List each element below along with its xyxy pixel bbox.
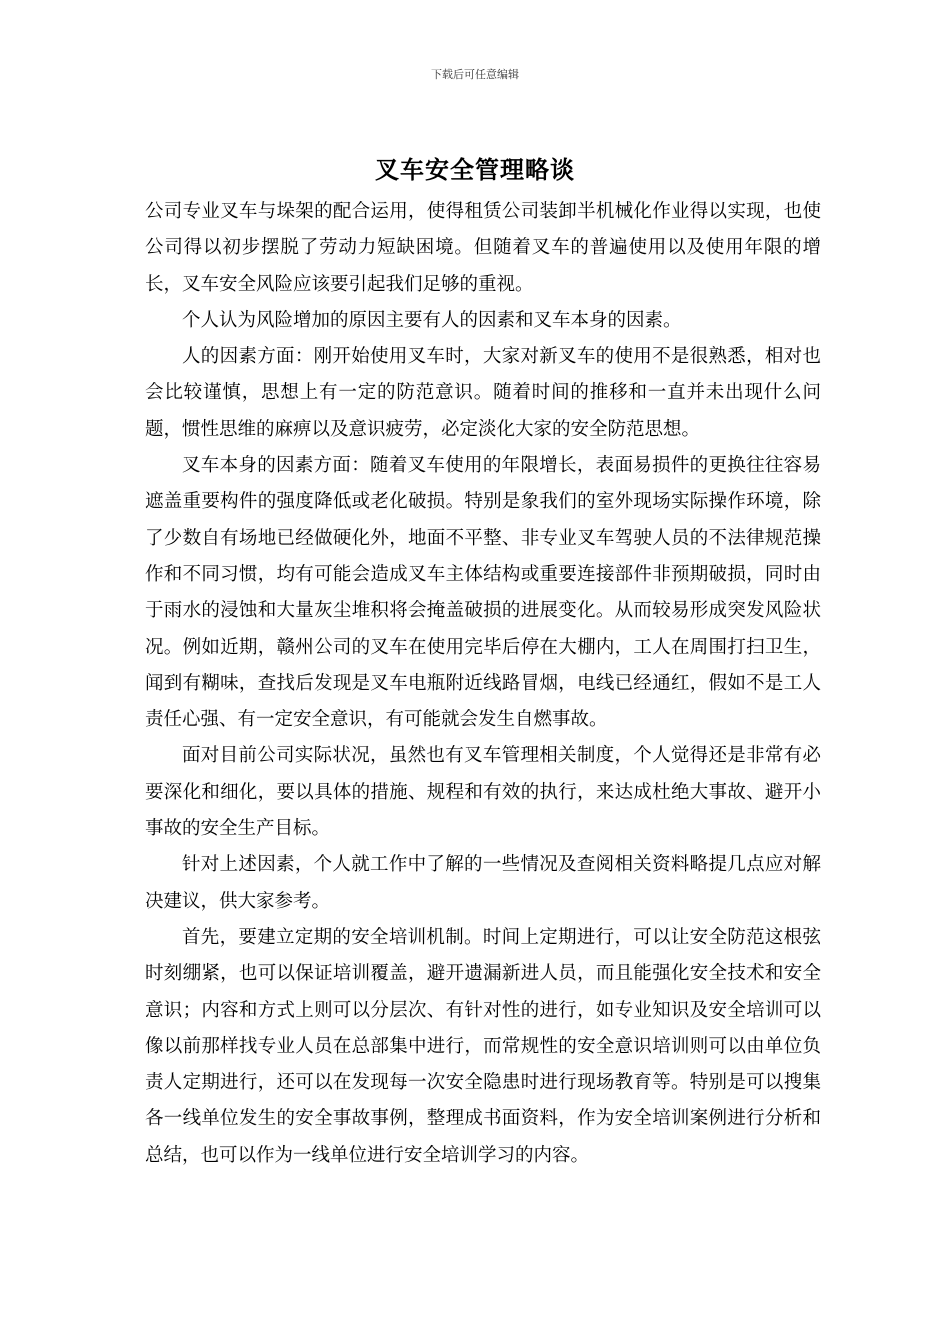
paragraph: 针对上述因素，个人就工作中了解的一些情况及查阅相关资料略提几点应对解决建议，供大家参考。 — [145, 854, 821, 912]
paragraph: 面对目前公司实际状况，虽然也有叉车管理相关制度，个人觉得还是非常有必要深化和细化，要以具体的措施、规程和有效的执行，来达成杜绝大事故、避开小事故的安全生产目标。 — [145, 745, 821, 840]
document-title: 叉车安全管理略谈 — [375, 155, 575, 184]
paragraph: 人的因素方面：刚开始使用叉车时，大家对新叉车的使用不是很熟悉，相对也会比较谨慎，思想上有一定的防范意识。随着时间的推移和一直并未出现什么问题，惯性思维的麻痹以及意识疲劳，必定淡化大家的安全防范思想。 — [145, 346, 821, 440]
paragraph: 个人认为风险增加的原因主要有人的因素和叉车本身的因素。 — [182, 309, 682, 331]
document-body — [145, 194, 821, 1174]
paragraph: 首先，要建立定期的安全培训机制。时间上定期进行，可以让安全防范这根弦时刻绷紧，也可以保证培训覆盖，避开遗漏新进人员，而且能强化安全技术和安全意识；内容和方式上则可以分层次、有针对性的进行，如专业知识及安全培训可以像以前那样找专业人员在总部集中进行，而常规性的安全意识培训则可以由单位负责人定期进行，还可以在发现每一次安全隐患时进行现场教育等。特别是可以搜集各一线单位发生的安全事故事例，整理成书面资料，作为安全培训案例进行分析和总结，也可以作为一线单位进行安全培训学习的内容。 — [145, 926, 821, 1166]
paragraph: 公司专业叉车与垛架的配合运用，使得租赁公司装卸半机械化作业得以实现，也使公司得以初步摆脱了劳动力短缺困境。但随着叉车的普遍使用以及使用年限的增长，叉车安全风险应该要引起我们足够的重视。 — [145, 201, 821, 295]
header-note: 下载后可任意编辑 — [431, 68, 519, 81]
paragraph: 叉车本身的因素方面：随着叉车使用的年限增长，表面易损件的更换往往容易遮盖重要构件的强度降低或老化破损。特别是象我们的室外现场实际操作环境，除了少数自有场地已经做硬化外，地面不平整、非专业叉车驾驶人员的不法律规范操作和不同习惯，均有可能会造成叉车主体结构或重要连接部件非预期破损，同时由于雨水的浸蚀和大量灰尘堆积将会掩盖破损的进展变化。从而较易形成突发风险状况。例如近期，赣州公司的叉车在使用完毕后停在大棚内，工人在周围打扫卫生，闻到有糊味，查找后发现是叉车电瓶附近线路冒烟，电线已经通红，假如不是工人责任心强、有一定安全意识，有可能就会发生自燃事故。 — [145, 455, 821, 731]
